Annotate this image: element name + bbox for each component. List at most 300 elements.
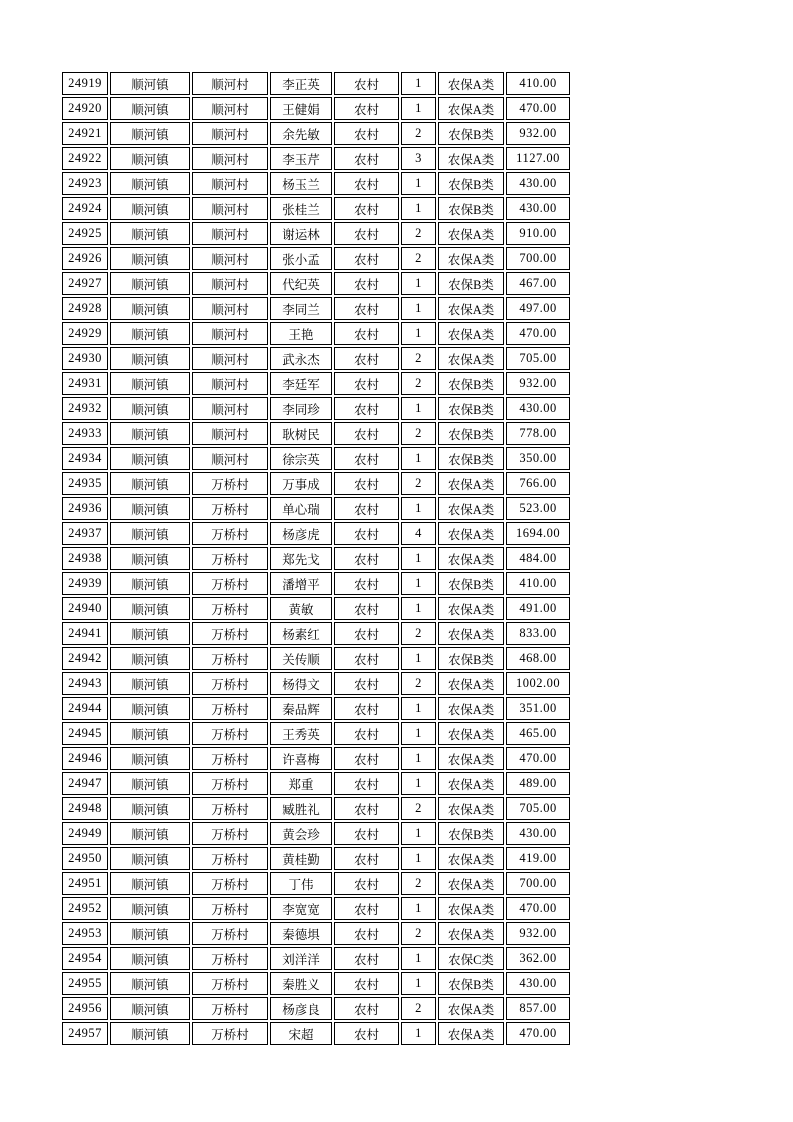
cell-village: 万桥村 xyxy=(192,772,268,795)
cell-id: 24952 xyxy=(62,897,108,920)
cell-town: 顺河镇 xyxy=(110,747,190,770)
cell-amount: 932.00 xyxy=(506,372,570,395)
cell-village: 万桥村 xyxy=(192,922,268,945)
cell-village: 万桥村 xyxy=(192,697,268,720)
cell-residence: 农村 xyxy=(334,822,399,845)
cell-persons: 1 xyxy=(401,647,436,670)
cell-residence: 农村 xyxy=(334,422,399,445)
cell-town: 顺河镇 xyxy=(110,172,190,195)
cell-name: 潘增平 xyxy=(270,572,332,595)
cell-residence: 农村 xyxy=(334,322,399,345)
cell-persons: 1 xyxy=(401,747,436,770)
cell-amount: 766.00 xyxy=(506,472,570,495)
cell-town: 顺河镇 xyxy=(110,422,190,445)
cell-id: 24924 xyxy=(62,197,108,220)
cell-residence: 农村 xyxy=(334,947,399,970)
table-row xyxy=(62,797,570,820)
cell-name: 王艳 xyxy=(270,322,332,345)
cell-village: 万桥村 xyxy=(192,872,268,895)
cell-persons: 1 xyxy=(401,722,436,745)
cell-residence: 农村 xyxy=(334,747,399,770)
cell-residence: 农村 xyxy=(334,522,399,545)
cell-name: 臧胜礼 xyxy=(270,797,332,820)
cell-category: 农保A类 xyxy=(438,522,504,545)
cell-name: 秦德埧 xyxy=(270,922,332,945)
cell-category: 农保B类 xyxy=(438,822,504,845)
cell-name: 李廷军 xyxy=(270,372,332,395)
cell-category: 农保A类 xyxy=(438,1022,504,1045)
cell-town: 顺河镇 xyxy=(110,97,190,120)
cell-name: 杨得文 xyxy=(270,672,332,695)
cell-id: 24947 xyxy=(62,772,108,795)
cell-amount: 410.00 xyxy=(506,72,570,95)
cell-amount: 700.00 xyxy=(506,872,570,895)
cell-village: 顺河村 xyxy=(192,197,268,220)
cell-name: 万事成 xyxy=(270,472,332,495)
cell-town: 顺河镇 xyxy=(110,622,190,645)
cell-category: 农保B类 xyxy=(438,397,504,420)
cell-residence: 农村 xyxy=(334,572,399,595)
cell-village: 万桥村 xyxy=(192,497,268,520)
cell-persons: 2 xyxy=(401,422,436,445)
cell-amount: 470.00 xyxy=(506,747,570,770)
table-row xyxy=(62,697,570,720)
cell-name: 宋超 xyxy=(270,1022,332,1045)
cell-town: 顺河镇 xyxy=(110,822,190,845)
cell-village: 顺河村 xyxy=(192,97,268,120)
cell-category: 农保B类 xyxy=(438,972,504,995)
cell-category: 农保A类 xyxy=(438,222,504,245)
cell-persons: 1 xyxy=(401,97,436,120)
table-row xyxy=(62,547,570,570)
cell-id: 24934 xyxy=(62,447,108,470)
table-row xyxy=(62,772,570,795)
cell-amount: 467.00 xyxy=(506,272,570,295)
cell-village: 万桥村 xyxy=(192,597,268,620)
cell-id: 24921 xyxy=(62,122,108,145)
cell-category: 农保B类 xyxy=(438,272,504,295)
cell-amount: 470.00 xyxy=(506,1022,570,1045)
cell-residence: 农村 xyxy=(334,622,399,645)
cell-persons: 1 xyxy=(401,397,436,420)
cell-town: 顺河镇 xyxy=(110,372,190,395)
cell-name: 杨玉兰 xyxy=(270,172,332,195)
cell-category: 农保B类 xyxy=(438,197,504,220)
cell-village: 万桥村 xyxy=(192,747,268,770)
cell-id: 24923 xyxy=(62,172,108,195)
cell-town: 顺河镇 xyxy=(110,222,190,245)
cell-persons: 2 xyxy=(401,472,436,495)
cell-name: 杨彦良 xyxy=(270,997,332,1020)
cell-persons: 4 xyxy=(401,522,436,545)
cell-id: 24954 xyxy=(62,947,108,970)
table-row xyxy=(62,572,570,595)
table-row xyxy=(62,922,570,945)
cell-id: 24937 xyxy=(62,522,108,545)
cell-category: 农保C类 xyxy=(438,947,504,970)
cell-persons: 1 xyxy=(401,897,436,920)
cell-amount: 410.00 xyxy=(506,572,570,595)
cell-town: 顺河镇 xyxy=(110,872,190,895)
table-row xyxy=(62,397,570,420)
records-table-body xyxy=(62,72,570,1045)
cell-persons: 1 xyxy=(401,572,436,595)
cell-amount: 932.00 xyxy=(506,922,570,945)
cell-persons: 1 xyxy=(401,172,436,195)
cell-amount: 491.00 xyxy=(506,597,570,620)
cell-amount: 430.00 xyxy=(506,822,570,845)
cell-village: 顺河村 xyxy=(192,297,268,320)
cell-residence: 农村 xyxy=(334,897,399,920)
cell-persons: 1 xyxy=(401,497,436,520)
cell-town: 顺河镇 xyxy=(110,972,190,995)
cell-persons: 1 xyxy=(401,322,436,345)
cell-persons: 2 xyxy=(401,347,436,370)
cell-amount: 430.00 xyxy=(506,397,570,420)
cell-town: 顺河镇 xyxy=(110,722,190,745)
cell-id: 24933 xyxy=(62,422,108,445)
cell-persons: 1 xyxy=(401,272,436,295)
table-row xyxy=(62,522,570,545)
table-row xyxy=(62,997,570,1020)
cell-category: 农保B类 xyxy=(438,172,504,195)
cell-name: 郑重 xyxy=(270,772,332,795)
cell-name: 徐宗英 xyxy=(270,447,332,470)
cell-category: 农保A类 xyxy=(438,97,504,120)
cell-id: 24936 xyxy=(62,497,108,520)
cell-id: 24941 xyxy=(62,622,108,645)
records-table xyxy=(60,70,572,1047)
cell-town: 顺河镇 xyxy=(110,797,190,820)
cell-village: 顺河村 xyxy=(192,172,268,195)
cell-amount: 419.00 xyxy=(506,847,570,870)
cell-town: 顺河镇 xyxy=(110,272,190,295)
cell-residence: 农村 xyxy=(334,647,399,670)
cell-id: 24919 xyxy=(62,72,108,95)
table-row xyxy=(62,72,570,95)
cell-amount: 857.00 xyxy=(506,997,570,1020)
cell-residence: 农村 xyxy=(334,722,399,745)
cell-town: 顺河镇 xyxy=(110,497,190,520)
cell-town: 顺河镇 xyxy=(110,72,190,95)
cell-persons: 1 xyxy=(401,697,436,720)
cell-amount: 489.00 xyxy=(506,772,570,795)
cell-persons: 2 xyxy=(401,922,436,945)
cell-town: 顺河镇 xyxy=(110,672,190,695)
cell-amount: 470.00 xyxy=(506,97,570,120)
cell-category: 农保A类 xyxy=(438,497,504,520)
cell-category: 农保B类 xyxy=(438,372,504,395)
cell-name: 李同兰 xyxy=(270,297,332,320)
cell-village: 顺河村 xyxy=(192,372,268,395)
cell-village: 万桥村 xyxy=(192,947,268,970)
cell-residence: 农村 xyxy=(334,547,399,570)
cell-amount: 1127.00 xyxy=(506,147,570,170)
cell-persons: 1 xyxy=(401,447,436,470)
cell-residence: 农村 xyxy=(334,972,399,995)
table-row xyxy=(62,472,570,495)
cell-village: 顺河村 xyxy=(192,447,268,470)
cell-id: 24920 xyxy=(62,97,108,120)
table-row xyxy=(62,147,570,170)
cell-residence: 农村 xyxy=(334,347,399,370)
table-row xyxy=(62,822,570,845)
cell-persons: 2 xyxy=(401,622,436,645)
cell-town: 顺河镇 xyxy=(110,522,190,545)
cell-category: 农保A类 xyxy=(438,147,504,170)
cell-residence: 农村 xyxy=(334,872,399,895)
cell-village: 顺河村 xyxy=(192,347,268,370)
cell-name: 杨素红 xyxy=(270,622,332,645)
cell-village: 顺河村 xyxy=(192,147,268,170)
cell-persons: 1 xyxy=(401,772,436,795)
cell-name: 余先敏 xyxy=(270,122,332,145)
cell-category: 农保A类 xyxy=(438,747,504,770)
cell-town: 顺河镇 xyxy=(110,147,190,170)
cell-category: 农保A类 xyxy=(438,72,504,95)
cell-town: 顺河镇 xyxy=(110,1022,190,1045)
cell-id: 24957 xyxy=(62,1022,108,1045)
cell-category: 农保A类 xyxy=(438,622,504,645)
table-row xyxy=(62,972,570,995)
cell-village: 顺河村 xyxy=(192,272,268,295)
cell-persons: 1 xyxy=(401,822,436,845)
cell-residence: 农村 xyxy=(334,672,399,695)
cell-amount: 430.00 xyxy=(506,197,570,220)
cell-category: 农保A类 xyxy=(438,347,504,370)
cell-id: 24940 xyxy=(62,597,108,620)
cell-category: 农保B类 xyxy=(438,647,504,670)
table-row xyxy=(62,372,570,395)
cell-amount: 430.00 xyxy=(506,972,570,995)
cell-name: 丁伟 xyxy=(270,872,332,895)
cell-residence: 农村 xyxy=(334,597,399,620)
cell-residence: 农村 xyxy=(334,397,399,420)
cell-id: 24928 xyxy=(62,297,108,320)
cell-id: 24922 xyxy=(62,147,108,170)
cell-category: 农保A类 xyxy=(438,897,504,920)
cell-residence: 农村 xyxy=(334,172,399,195)
cell-village: 万桥村 xyxy=(192,647,268,670)
table-row xyxy=(62,197,570,220)
cell-category: 农保A类 xyxy=(438,847,504,870)
cell-persons: 2 xyxy=(401,247,436,270)
cell-residence: 农村 xyxy=(334,847,399,870)
cell-village: 顺河村 xyxy=(192,397,268,420)
cell-residence: 农村 xyxy=(334,272,399,295)
cell-persons: 1 xyxy=(401,847,436,870)
cell-id: 24927 xyxy=(62,272,108,295)
cell-residence: 农村 xyxy=(334,997,399,1020)
cell-village: 万桥村 xyxy=(192,797,268,820)
cell-category: 农保A类 xyxy=(438,597,504,620)
cell-village: 万桥村 xyxy=(192,672,268,695)
table-row xyxy=(62,297,570,320)
cell-persons: 2 xyxy=(401,872,436,895)
table-row xyxy=(62,272,570,295)
cell-name: 李宽宽 xyxy=(270,897,332,920)
table-row xyxy=(62,97,570,120)
cell-category: 农保A类 xyxy=(438,697,504,720)
cell-persons: 1 xyxy=(401,547,436,570)
cell-town: 顺河镇 xyxy=(110,197,190,220)
cell-town: 顺河镇 xyxy=(110,697,190,720)
cell-name: 王秀英 xyxy=(270,722,332,745)
cell-id: 24946 xyxy=(62,747,108,770)
cell-village: 万桥村 xyxy=(192,572,268,595)
cell-town: 顺河镇 xyxy=(110,772,190,795)
cell-residence: 农村 xyxy=(334,97,399,120)
cell-name: 李正英 xyxy=(270,72,332,95)
table-row xyxy=(62,172,570,195)
cell-id: 24929 xyxy=(62,322,108,345)
cell-category: 农保B类 xyxy=(438,447,504,470)
cell-id: 24956 xyxy=(62,997,108,1020)
cell-category: 农保A类 xyxy=(438,797,504,820)
cell-persons: 2 xyxy=(401,372,436,395)
cell-amount: 465.00 xyxy=(506,722,570,745)
cell-id: 24925 xyxy=(62,222,108,245)
cell-amount: 484.00 xyxy=(506,547,570,570)
cell-village: 万桥村 xyxy=(192,722,268,745)
cell-name: 王健娟 xyxy=(270,97,332,120)
table-row xyxy=(62,222,570,245)
cell-id: 24953 xyxy=(62,922,108,945)
cell-village: 顺河村 xyxy=(192,72,268,95)
cell-id: 24930 xyxy=(62,347,108,370)
cell-persons: 1 xyxy=(401,947,436,970)
cell-village: 顺河村 xyxy=(192,247,268,270)
cell-village: 万桥村 xyxy=(192,472,268,495)
cell-town: 顺河镇 xyxy=(110,597,190,620)
table-row xyxy=(62,597,570,620)
cell-name: 黄桂勤 xyxy=(270,847,332,870)
cell-persons: 3 xyxy=(401,147,436,170)
cell-town: 顺河镇 xyxy=(110,122,190,145)
table-row xyxy=(62,347,570,370)
cell-id: 24950 xyxy=(62,847,108,870)
cell-name: 秦品辉 xyxy=(270,697,332,720)
cell-town: 顺河镇 xyxy=(110,947,190,970)
cell-village: 万桥村 xyxy=(192,847,268,870)
cell-amount: 778.00 xyxy=(506,422,570,445)
cell-town: 顺河镇 xyxy=(110,547,190,570)
cell-residence: 农村 xyxy=(334,222,399,245)
cell-id: 24949 xyxy=(62,822,108,845)
cell-village: 万桥村 xyxy=(192,997,268,1020)
cell-residence: 农村 xyxy=(334,497,399,520)
cell-category: 农保A类 xyxy=(438,922,504,945)
cell-residence: 农村 xyxy=(334,147,399,170)
cell-persons: 1 xyxy=(401,1022,436,1045)
cell-name: 杨彦虎 xyxy=(270,522,332,545)
cell-category: 农保A类 xyxy=(438,472,504,495)
cell-persons: 2 xyxy=(401,122,436,145)
table-row xyxy=(62,122,570,145)
cell-category: 农保B类 xyxy=(438,122,504,145)
cell-name: 代纪英 xyxy=(270,272,332,295)
cell-town: 顺河镇 xyxy=(110,922,190,945)
cell-residence: 农村 xyxy=(334,797,399,820)
cell-category: 农保B类 xyxy=(438,422,504,445)
cell-amount: 430.00 xyxy=(506,172,570,195)
cell-id: 24942 xyxy=(62,647,108,670)
cell-residence: 农村 xyxy=(334,1022,399,1045)
cell-name: 李同珍 xyxy=(270,397,332,420)
cell-name: 刘洋洋 xyxy=(270,947,332,970)
cell-town: 顺河镇 xyxy=(110,322,190,345)
cell-town: 顺河镇 xyxy=(110,847,190,870)
cell-amount: 705.00 xyxy=(506,797,570,820)
cell-category: 农保B类 xyxy=(438,572,504,595)
cell-residence: 农村 xyxy=(334,697,399,720)
cell-amount: 1694.00 xyxy=(506,522,570,545)
cell-id: 24955 xyxy=(62,972,108,995)
cell-id: 24932 xyxy=(62,397,108,420)
cell-id: 24943 xyxy=(62,672,108,695)
table-row xyxy=(62,1022,570,1045)
table-row xyxy=(62,722,570,745)
cell-town: 顺河镇 xyxy=(110,997,190,1020)
cell-residence: 农村 xyxy=(334,922,399,945)
table-row xyxy=(62,247,570,270)
cell-town: 顺河镇 xyxy=(110,897,190,920)
cell-name: 李玉芹 xyxy=(270,147,332,170)
cell-village: 万桥村 xyxy=(192,972,268,995)
cell-persons: 1 xyxy=(401,197,436,220)
cell-amount: 350.00 xyxy=(506,447,570,470)
cell-village: 万桥村 xyxy=(192,547,268,570)
cell-village: 顺河村 xyxy=(192,322,268,345)
cell-name: 黄会珍 xyxy=(270,822,332,845)
cell-id: 24939 xyxy=(62,572,108,595)
cell-amount: 470.00 xyxy=(506,322,570,345)
cell-residence: 农村 xyxy=(334,372,399,395)
cell-name: 郑先戈 xyxy=(270,547,332,570)
cell-residence: 农村 xyxy=(334,197,399,220)
cell-id: 24951 xyxy=(62,872,108,895)
cell-name: 张小孟 xyxy=(270,247,332,270)
cell-amount: 705.00 xyxy=(506,347,570,370)
cell-town: 顺河镇 xyxy=(110,472,190,495)
cell-persons: 1 xyxy=(401,972,436,995)
cell-residence: 农村 xyxy=(334,72,399,95)
cell-village: 万桥村 xyxy=(192,822,268,845)
cell-amount: 362.00 xyxy=(506,947,570,970)
cell-id: 24945 xyxy=(62,722,108,745)
cell-town: 顺河镇 xyxy=(110,397,190,420)
cell-amount: 351.00 xyxy=(506,697,570,720)
cell-amount: 497.00 xyxy=(506,297,570,320)
table-row xyxy=(62,322,570,345)
cell-persons: 1 xyxy=(401,72,436,95)
table-row xyxy=(62,747,570,770)
cell-category: 农保A类 xyxy=(438,722,504,745)
cell-name: 谢运林 xyxy=(270,222,332,245)
cell-id: 24931 xyxy=(62,372,108,395)
cell-residence: 农村 xyxy=(334,247,399,270)
table-row xyxy=(62,497,570,520)
cell-town: 顺河镇 xyxy=(110,347,190,370)
cell-name: 张桂兰 xyxy=(270,197,332,220)
cell-amount: 833.00 xyxy=(506,622,570,645)
cell-village: 顺河村 xyxy=(192,222,268,245)
cell-category: 农保A类 xyxy=(438,997,504,1020)
cell-amount: 470.00 xyxy=(506,897,570,920)
cell-category: 农保A类 xyxy=(438,672,504,695)
cell-town: 顺河镇 xyxy=(110,447,190,470)
cell-village: 万桥村 xyxy=(192,1022,268,1045)
